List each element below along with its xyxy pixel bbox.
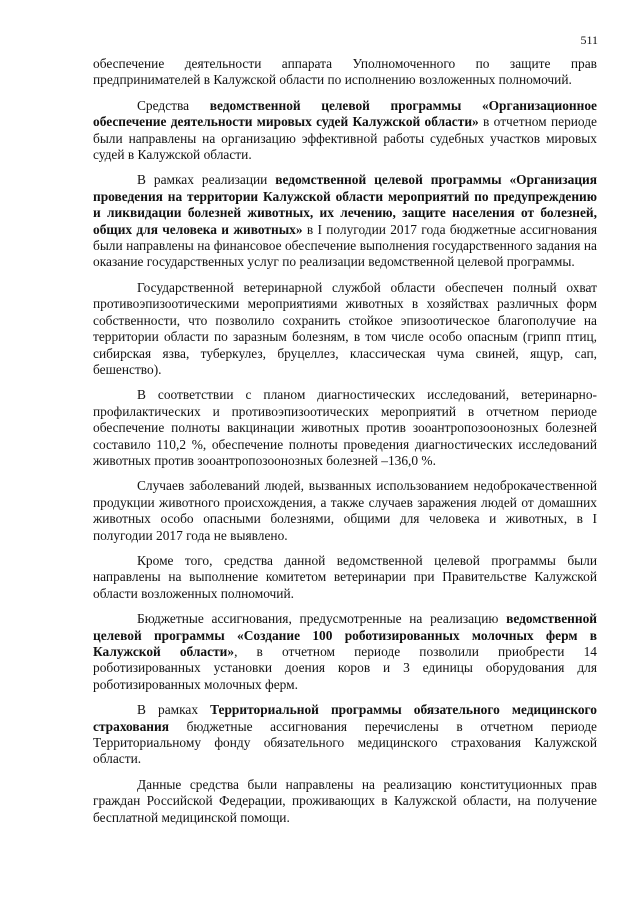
text-run: , в отчетном периоде позволили приобрести 14 роботизированных установки доения коров и 3 единицы оборудования для роботизированных молочных ферм. [93, 644, 597, 692]
text-run: в отчетном периоде были направлены на организацию эффективной работы судебных участков мировых судей в Калужской области. [93, 114, 597, 163]
text-run: Данные средства были направлены на реализацию конституционных прав граждан Российской Федерации, проживающих в Калужской области, на получение бесплатной медицинской помощи. [93, 776, 597, 825]
text-run: В рамках реализации [137, 172, 276, 188]
paragraph-1 [93, 98, 597, 164]
text-run: Случаев заболеваний людей, вызванных использованием недоброкачественной продукции животного происхождения, а также случаев заражения людей от домашних животных особо опасными болезнями, общими для человека и животных, в I полугодии 2017 года не выявлено. [93, 478, 597, 543]
paragraph-4 [93, 387, 597, 469]
paragraph-7 [93, 611, 597, 693]
text-run: в I полугодии 2017 года бюджетные ассигнования были направлены на финансовое обеспечение выполнения государственного задания на оказание государственных услуг по реализации ведомственной целевой программы. [93, 221, 597, 270]
text-run: обеспечение деятельности аппарата Уполномоченного по защите прав предпринимателей в Калужской области по исполнению возложенных полномочий. [93, 56, 597, 88]
paragraph-6 [93, 553, 597, 602]
paragraph-8 [93, 702, 597, 768]
document-body [93, 56, 597, 835]
bold-text: Территориальной программы обязательного медицинского страхования [93, 702, 597, 734]
bold-text: ведомственной целевой программы «Организация проведения на территории Калужской области мероприятий по предупреждению и ликвидации болезней животных, их лечению, защите населения от болезней, общих для человека и животных» [93, 172, 597, 237]
bold-text: ведомственной целевой программы «Организационное обеспечение деятельности мировых судей Калужской области» [93, 97, 597, 130]
text-run: Бюджетные ассигнования, предусмотренные на реализацию [137, 611, 507, 627]
text-run: бюджетные ассигнования перечислены в отчетном периоде Территориальному фонду обязательного медицинского страхования Калужской области. [93, 718, 597, 767]
paragraph-5 [93, 478, 597, 544]
paragraph-2 [93, 172, 597, 270]
text-run: В рамках [137, 702, 211, 718]
text-run: В соответствии с планом диагностических исследований, ветеринарно-профилактических и противоэпизоотических мероприятий в отчетном периоде обеспечение полноты вакцинации животных против зооантропозоонозных болезней составило 110,2 %, обеспечение полноты проведения диагностических исследований животных против зооантропозоонозных болезней –136,0 %. [93, 387, 597, 468]
page-number: 511 [580, 33, 598, 47]
paragraph-3 [93, 280, 597, 378]
text-run: Средства [137, 97, 210, 113]
bold-text: ведомственной целевой программы «Создание 100 роботизированных молочных ферм в Калужской области» [93, 611, 597, 659]
text-run: Кроме того, средства данной ведомственной целевой программы были направлены на выполнение комитетом ветеринарии при Правительстве Калужской области возложенных полномочий. [93, 552, 597, 601]
text-run: Государственной ветеринарной службой области обеспечен полный охват противоэпизоотическими мероприятиями животных в хозяйствах различных форм собственности, что позволило сохранить стойкое эпизоотическое благополучие на территории области по заразным болезням, в том числе особо опасным (грипп птиц, сибирская язва, туберкулез, бруцеллез, классическая чума свиней, ящур, сап, бешенство). [93, 279, 597, 377]
paragraph-9 [93, 777, 597, 826]
paragraph-0 [93, 56, 597, 89]
